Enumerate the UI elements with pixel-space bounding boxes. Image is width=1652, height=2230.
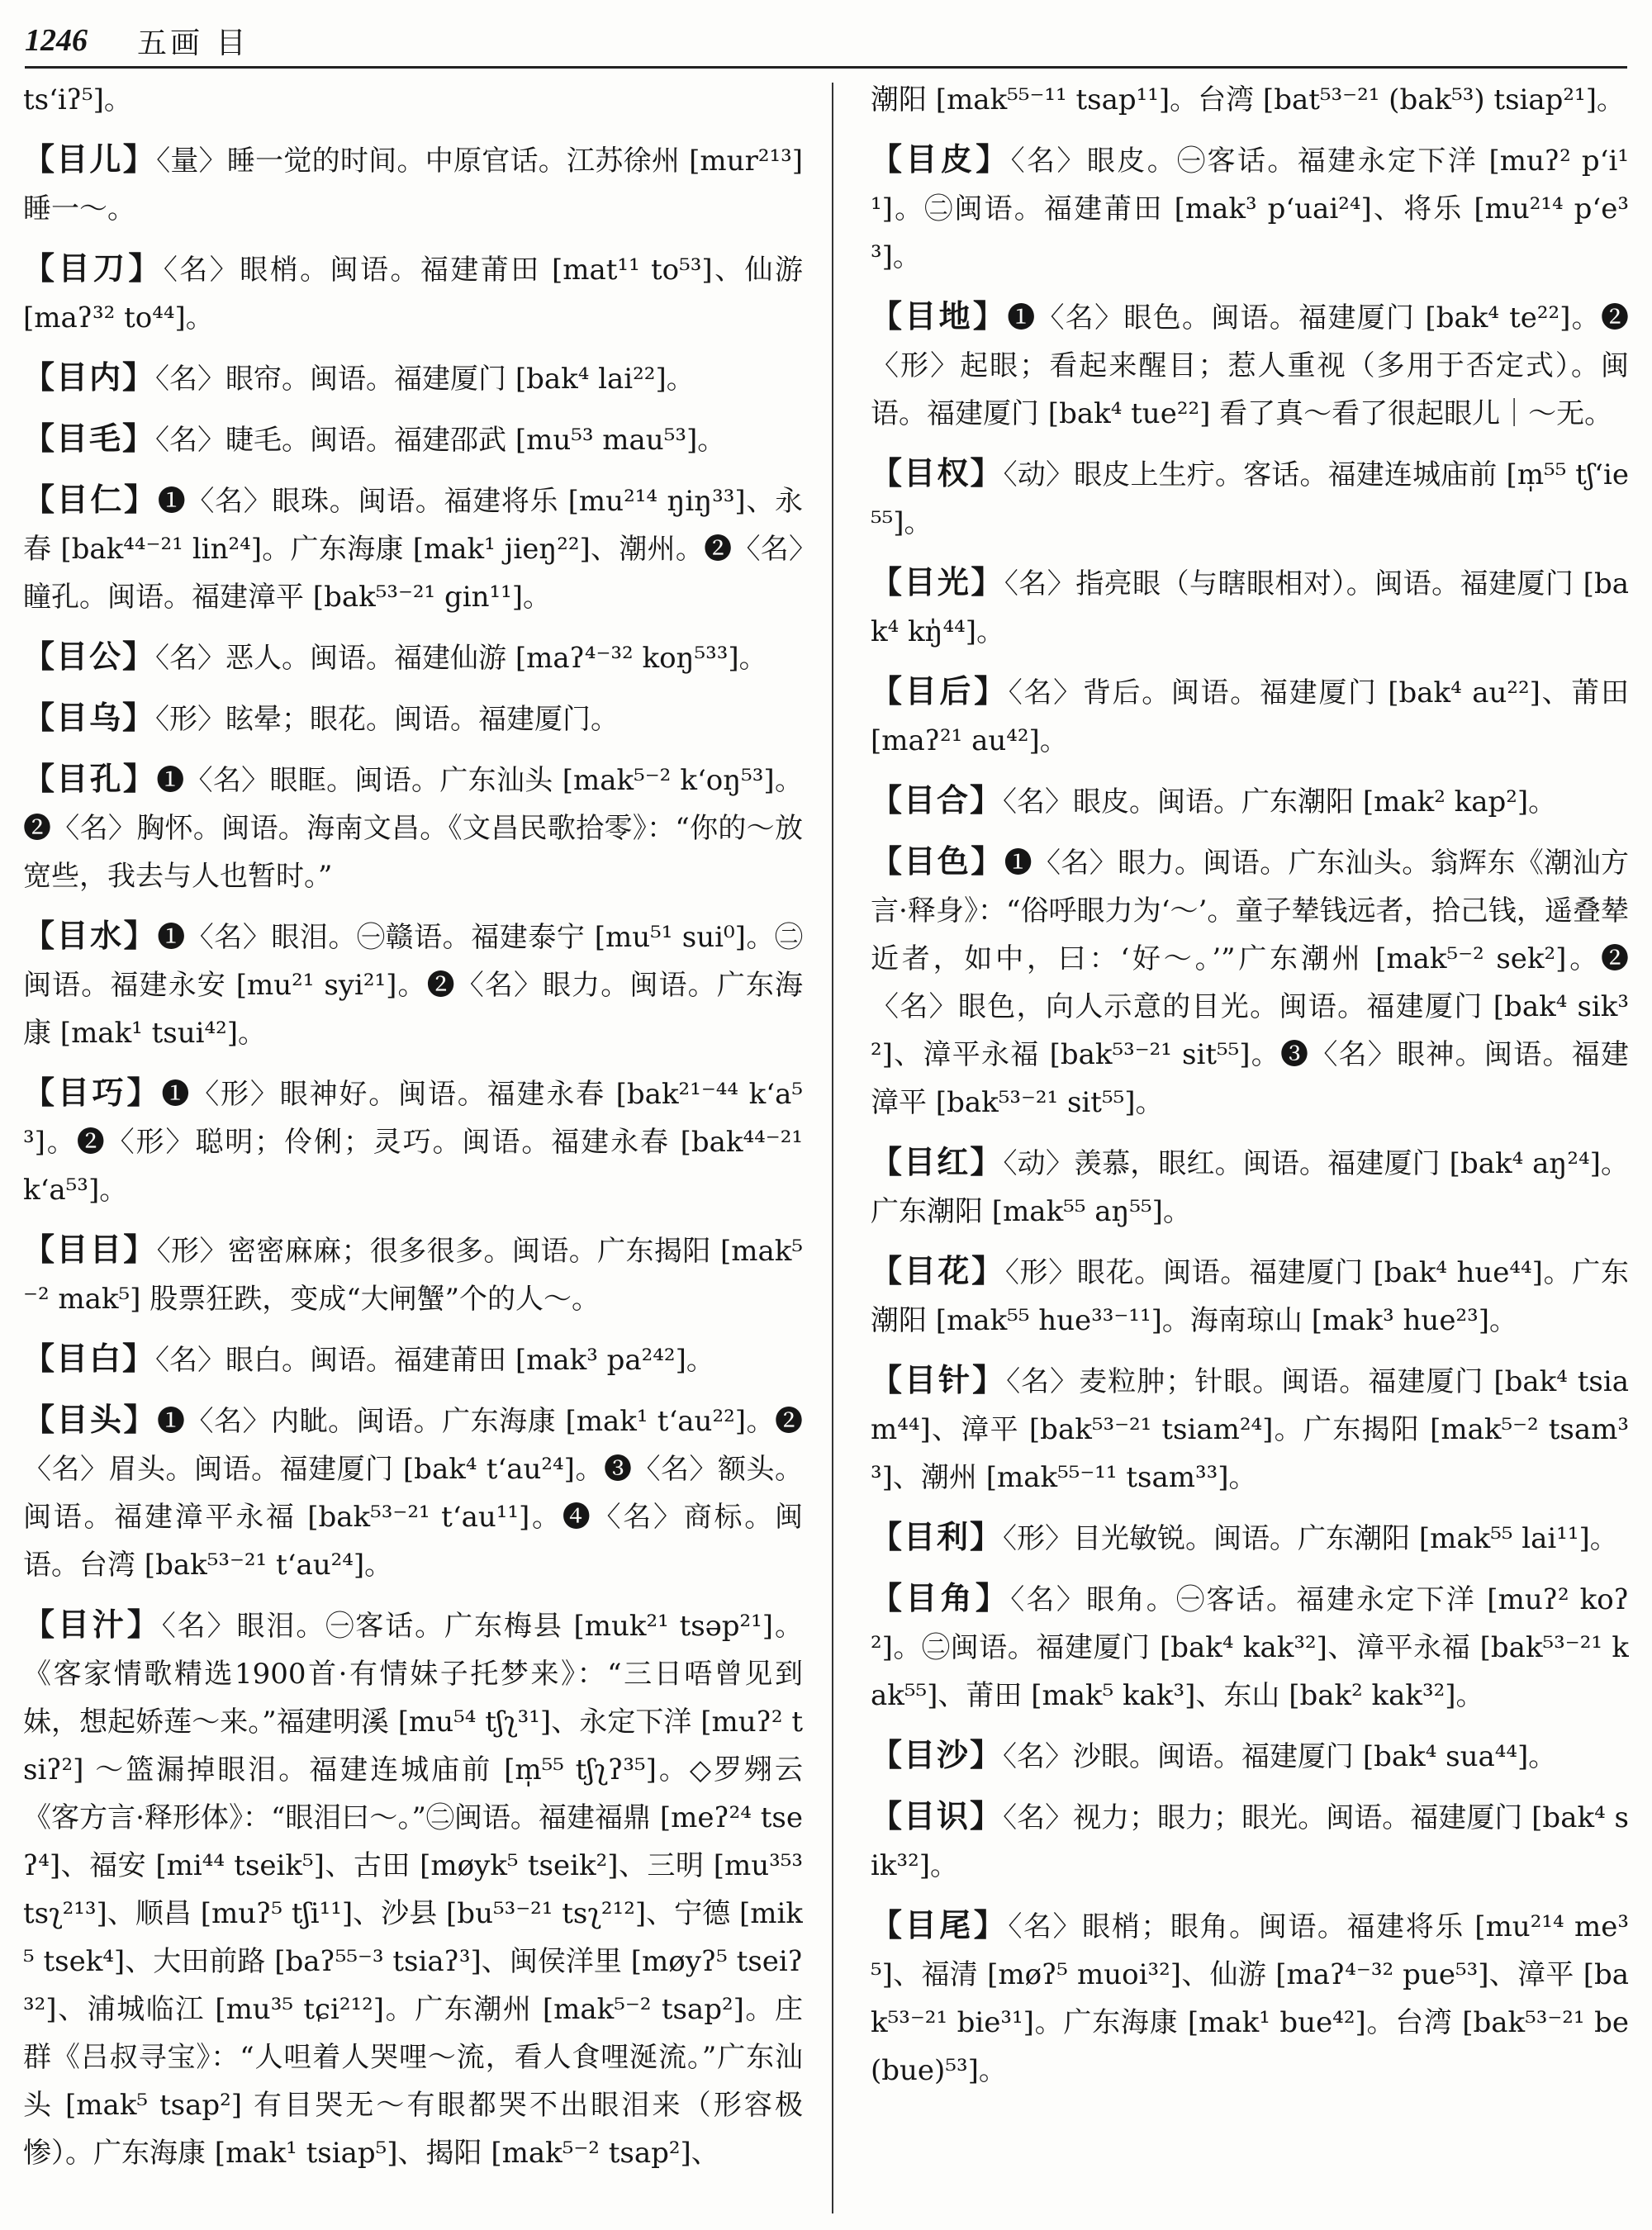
dictionary-entry [23,353,803,403]
page-header [25,15,1627,69]
entry-definition: 〈名〉眼梢；眼角。闽语。福建将乐 [mu²¹⁴ me³⁵]、福清 [møʔ⁵ muoi³²]、仙游 [maʔ⁴⁻³² pue⁵³]、漳平 [bak⁵³⁻²¹ bie³¹]。广东海康 [mak¹ bue⁴²]。台湾 [bak⁵³⁻²¹ be(bue)⁵³]。 [871,1910,1629,2087]
entry-headword: 【目尾】 [871,1906,1009,1943]
entry-headword: 【目公】 [23,638,156,675]
dictionary-entry [23,633,803,682]
column-divider [832,83,833,2213]
entry-definition: 〈名〉眼皮。㊀客话。福建永定下洋 [muʔ² p‘i¹¹]。㊁闽语。福建莆田 [mak³ p‘uai²⁴]、将乐 [mu²¹⁴ p‘e³³]。 [871,145,1629,273]
entry-headword: 【目乌】 [23,699,156,736]
right-column [871,76,1629,2213]
entry-definition: 〈名〉背后。闽语。福建厦门 [bak⁴ au²²]、莆田 [maʔ²¹ au⁴²]。 [871,676,1629,757]
dictionary-entry [871,76,1629,124]
entry-headword: 【目后】 [871,672,1009,709]
section-title: 五画 目 [137,26,249,60]
entry-headword: 【目孔】 [23,760,157,797]
entry-headword: 【目白】 [23,1340,156,1377]
entry-definition: 〈形〉眼花。闽语。福建厦门 [bak⁴ hue⁴⁴]。广东潮阳 [mak⁵⁵ hue³³⁻¹¹]。海南琼山 [mak³ hue²³]。 [871,1256,1629,1337]
entry-definition: 〈形〉目光敏锐。闽语。广东潮阳 [mak⁵⁵ lai¹¹]。 [1003,1522,1618,1555]
entry-definition: 〈名〉沙眼。闽语。福建厦门 [bak⁴ sua⁴⁴]。 [1003,1740,1557,1773]
entry-definition: 〈名〉眼梢。闽语。福建莆田 [mat¹¹ to⁵³]、仙游 [maʔ³² to⁴⁴]。 [23,254,803,334]
entry-headword: 【目权】 [871,454,1004,491]
entry-definition: ❶〈名〉内眦。闽语。广东海康 [mak¹ t‘au²²]。❷〈名〉眉头。闽语。福建厦门 [bak⁴ t‘au²⁴]。❸〈名〉额头。闽语。福建漳平永福 [bak⁵³⁻²¹ t‘au¹¹]。❹〈名〉商标。闽语。台湾 [bak⁵³⁻²¹ t‘au²⁴]。 [23,1405,803,1582]
dictionary-entry [871,1356,1629,1502]
dictionary-entry [23,244,803,342]
entry-headword: 【目内】 [23,358,156,396]
entry-headword: 【目仁】 [23,481,158,518]
entry-definition: 〈名〉眼白。闽语。福建莆田 [mak³ pa²⁴²]。 [155,1344,714,1377]
dictionary-entry [871,1138,1629,1236]
dictionary-entry [871,1792,1629,1890]
entry-headword: 【目沙】 [871,1736,1004,1773]
dictionary-entry [23,1335,803,1384]
dictionary-entry [871,837,1629,1127]
dictionary-entry [871,1901,1629,2095]
entry-headword: 【目头】 [23,1401,158,1438]
entry-definition: 〈动〉羡慕，眼红。闽语。福建厦门 [bak⁴ aŋ²⁴]。广东潮阳 [mak⁵⁵ aŋ⁵⁵]。 [871,1147,1629,1228]
dictionary-entry [871,292,1629,438]
dictionary-entry [871,1731,1629,1781]
dictionary-entry [23,476,803,621]
entry-definition: 〈名〉恶人。闽语。福建仙游 [maʔ⁴⁻³² koŋ⁵³³]。 [155,642,767,675]
entry-definition: 潮阳 [mak⁵⁵⁻¹¹ tsap¹¹]。台湾 [bat⁵³⁻²¹ (bak⁵³) tsiap²¹]。 [871,83,1625,116]
entry-definition: 〈名〉睫毛。闽语。福建邵武 [mu⁵³ mau⁵³]。 [155,424,726,457]
dictionary-entry [871,135,1629,281]
entry-headword: 【目合】 [871,781,1004,818]
entry-definition: 〈名〉视力；眼力；眼光。闽语。福建厦门 [bak⁴ sik³²]。 [871,1801,1629,1882]
entry-definition: ❶〈名〉眼色。闽语。福建厦门 [bak⁴ te²²]。❷〈形〉起眼；看起来醒目；惹人重视（多用于否定式）。闽语。福建厦门 [bak⁴ tue²²] 看了真～看了很起眼儿｜～无。 [871,301,1629,430]
dictionary-entry [23,1601,803,2177]
entry-headword: 【目巧】 [23,1074,162,1111]
dictionary-entry [23,415,803,464]
entry-definition: 〈名〉眼角。㊀客话。福建永定下洋 [muʔ² koʔ²]。㊁闽语。福建厦门 [bak⁴ kak³²]、漳平永福 [bak⁵³⁻²¹ kak⁵⁵]、莆田 [mak⁵ kak³]、东山 [bak² kak³²]。 [871,1583,1629,1712]
entry-headword: 【目刀】 [23,249,164,287]
entry-headword: 【目水】 [23,917,158,954]
entry-definition: ❶〈名〉眼珠。闽语。福建将乐 [mu²¹⁴ ŋiŋ³³]、永春 [bak⁴⁴⁻²¹ lin²⁴]。广东海康 [mak¹ jieŋ²²]、潮州。❷〈名〉瞳孔。闽语。福建漳平 [bak⁵³⁻²¹ gin¹¹]。 [23,485,803,614]
entry-definition: 〈名〉眼皮。闽语。广东潮阳 [mak² kap²]。 [1003,785,1557,818]
dictionary-entry [23,1226,803,1323]
dictionary-entry [871,1247,1629,1345]
dictionary-entry [871,667,1629,765]
entry-definition: ❶〈形〉眼神好。闽语。福建永春 [bak²¹⁻⁴⁴ k‘a⁵³]。❷〈形〉聪明；伶俐；灵巧。闽语。福建永春 [bak⁴⁴⁻²¹ k‘a⁵³]。 [23,1078,803,1207]
entry-definition: ts‘iʔ⁵]。 [23,83,132,116]
dictionary-entry [23,694,803,743]
entry-headword: 【目针】 [871,1361,1007,1398]
entry-headword: 【目毛】 [23,420,156,457]
dictionary-entry [871,449,1629,547]
entry-definition: 〈名〉眼帘。闽语。福建厦门 [bak⁴ lai²²]。 [155,363,695,396]
dictionary-entry [23,912,803,1057]
entry-headword: 【目识】 [871,1797,1004,1834]
entry-definition: ❶〈名〉眼力。闽语。广东汕头。翁辉东《潮汕方言·释身》：“俗呼眼力为‘～’。童子辇钱远者，拾己钱，遥叠辇近者，如中，曰：‘好～。’”广东潮州 [mak⁵⁻² sek²]。❷〈名〉眼色，向人示意的目光。闽语。福建厦门 [bak⁴ sik³²]、漳平永福 [bak⁵³⁻²¹ sit⁵⁵]。❸〈名〉眼神。闽语。福建漳平 [bak⁵³⁻²¹ sit⁵⁵]。 [871,847,1629,1119]
entry-headword: 【目目】 [23,1231,157,1268]
dictionary-entry [871,776,1629,826]
dictionary-entry [23,1069,803,1214]
entry-headword: 【目光】 [871,563,1004,600]
entry-headword: 【目角】 [871,1579,1011,1616]
left-column [23,76,803,2213]
entry-definition: 〈名〉眼泪。㊀客话。广东梅县 [muk²¹ tsəp²¹]。《客家情歌精选1900首·有情妹子托梦来》：“三日唔曾见到妹，想起娇莲～来。”福建明溪 [mu⁵⁴ tʃʅ³¹]、永定下洋 [muʔ² tsiʔ²] ～篮漏掉眼泪。福建连城庙前 [m̩⁵⁵ tʃʅʔ³⁵]。◇罗翙云《客方言·释形体》：“眼泪曰～。”㊁闽语。福建福鼎 [meʔ²⁴ tseʔ⁴]、福安 [mi⁴⁴ tseik⁵]、古田 [møyk⁵ tseik²]、三明 [mu³⁵³ tsʅ²¹³]、顺昌 [muʔ⁵ tʃi¹¹]、沙县 [bu⁵³⁻²¹ tsʅ²¹²]、宁德 [mik⁵ tsek⁴]、大田前路 [baʔ⁵⁵⁻³ tsiaʔ³]、闽侯洋里 [møyʔ⁵ tseiʔ³²]、浦城临江 [mu³⁵ tɕi²¹²]。广东潮州 [mak⁵⁻² tsap²]。庄群《吕叔寻宝》：“人呾着人哭哩～流，看人食哩涎流。”广东汕头 [mak⁵ tsap²] 有目哭无～有眼都哭不出眼泪来（形容极惨）。广东海康 [mak¹ tsiap⁵]、揭阳 [mak⁵⁻² tsap²]、 [23,1610,803,2170]
entry-headword: 【目皮】 [871,140,1011,178]
dictionary-entry [871,1513,1629,1563]
entry-definition: 〈名〉指亮眼（与瞎眼相对）。闽语。福建厦门 [bak⁴ kŋ̍⁴⁴]。 [871,567,1629,648]
page-number: 1246 [25,23,88,58]
entry-headword: 【目红】 [871,1143,1004,1180]
entry-definition: 〈形〉眩晕；眼花。闽语。福建厦门。 [155,703,620,736]
dictionary-entry [23,76,803,124]
entry-definition: 〈动〉眼皮上生疔。客话。福建连城庙前 [m̩⁵⁵ tʃ‘ie⁵⁵]。 [871,458,1629,539]
dictionary-entry [23,1396,803,1589]
entry-headword: 【目儿】 [23,140,157,178]
entry-definition: ❶〈名〉眼眶。闽语。广东汕头 [mak⁵⁻² k‘oŋ⁵³]。❷〈名〉胸怀。闽语。海南文昌。《文昌民歌拾零》：“你的～放宽些，我去与人也暂时。” [23,764,803,893]
entry-definition: 〈量〉睡一觉的时间。中原官话。江苏徐州 [mur²¹³] 睡一～。 [23,145,803,225]
entry-definition: 〈形〉密密麻麻；很多很多。闽语。广东揭阳 [mak⁵⁻² mak⁵] 股票狂跌，变成“大闸蟹”个的人～。 [23,1235,803,1316]
dictionary-entry [23,135,803,233]
dictionary-entry [871,1574,1629,1720]
dictionary-entry [871,558,1629,656]
entry-headword: 【目汁】 [23,1606,162,1643]
dictionary-entry [23,755,803,900]
entry-headword: 【目色】 [871,842,1004,880]
entry-definition: 〈名〉麦粒肿；针眼。闽语。福建厦门 [bak⁴ tsiam⁴⁴]、漳平 [bak⁵³⁻²¹ tsiam²⁴]。广东揭阳 [mak⁵⁻² tsam³³]、潮州 [mak⁵⁵⁻¹¹ tsam³³]。 [871,1365,1629,1494]
entry-headword: 【目花】 [871,1252,1005,1289]
entry-definition: ❶〈名〉眼泪。㊀赣语。福建泰宁 [mu⁵¹ sui⁰]。㊁闽语。福建永安 [mu²¹ syi²¹]。❷〈名〉眼力。闽语。广东海康 [mak¹ tsui⁴²]。 [23,921,803,1050]
entry-headword: 【目地】 [871,297,1008,334]
entry-headword: 【目利】 [871,1518,1004,1555]
